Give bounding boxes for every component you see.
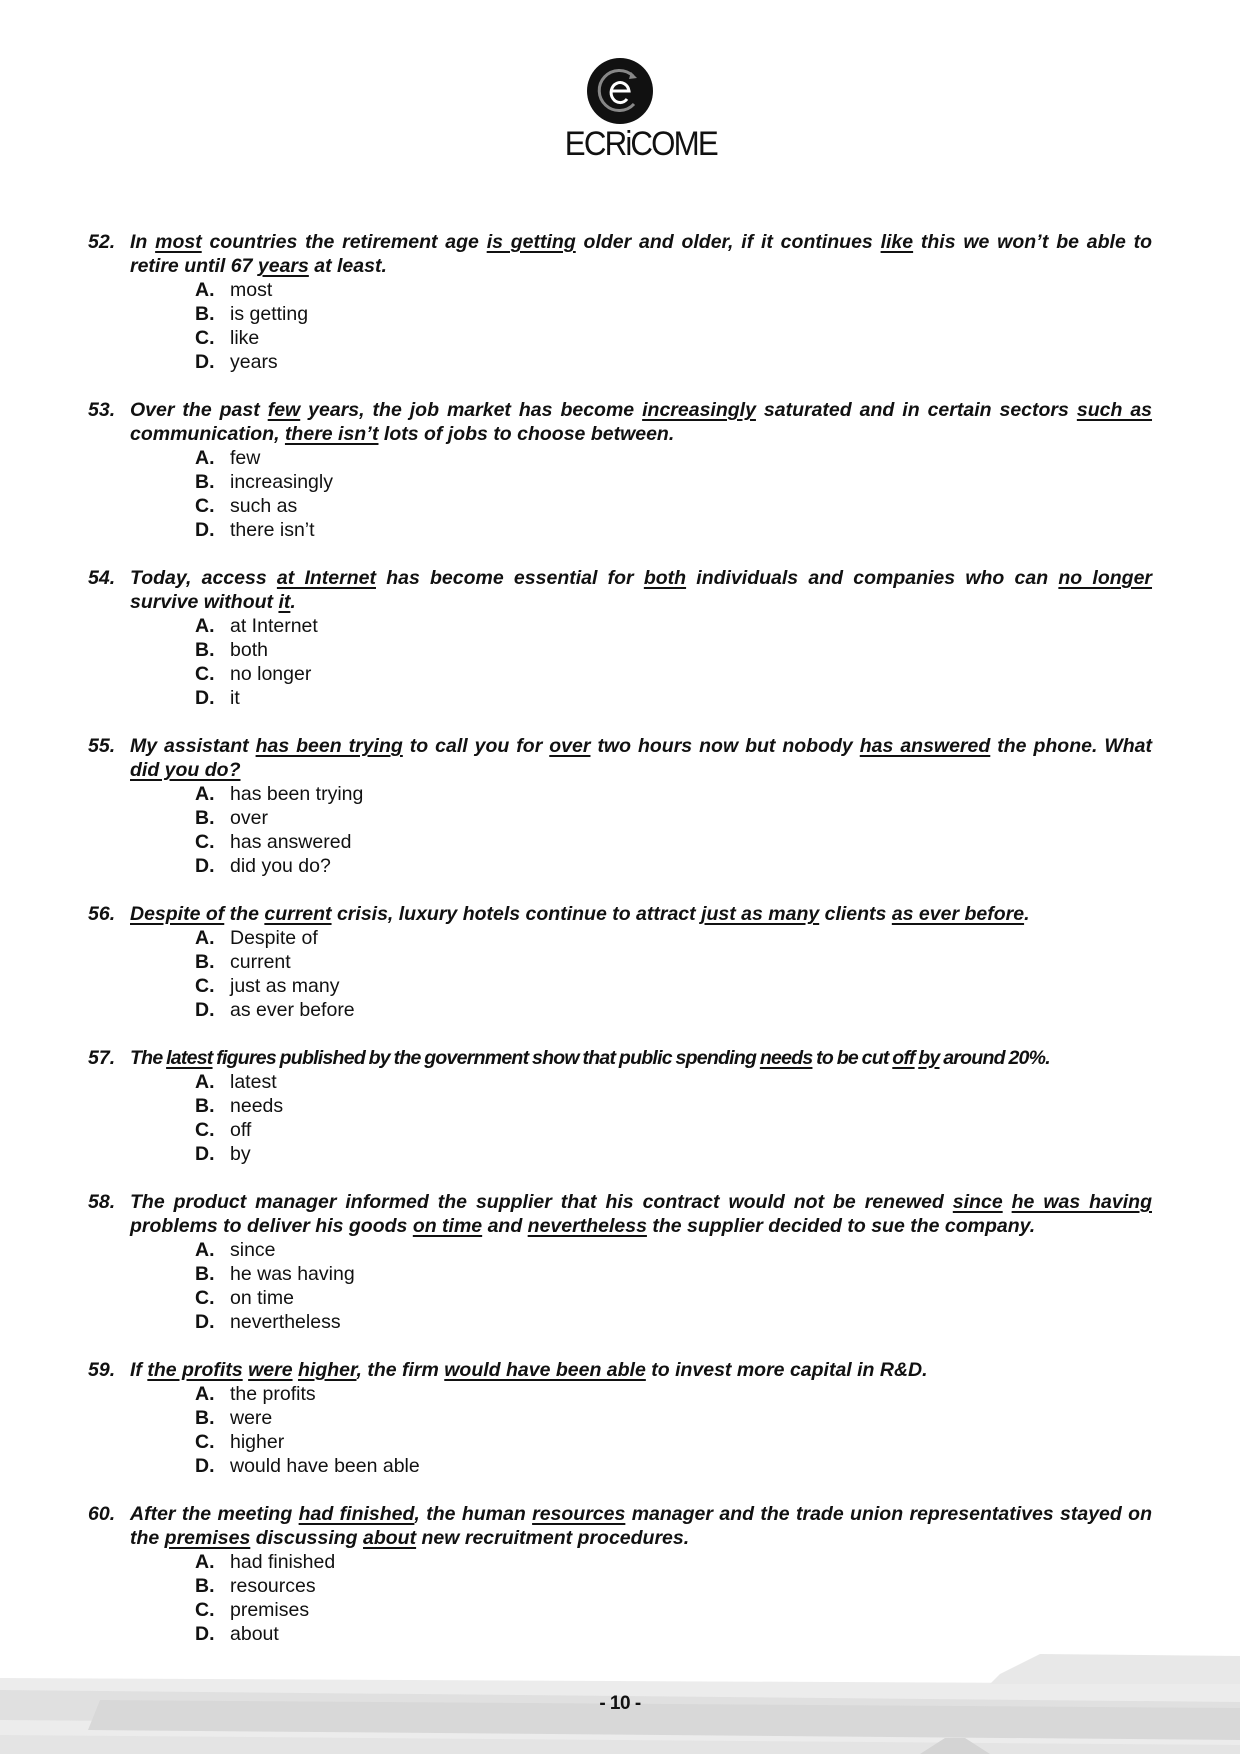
option-text: resources (230, 1575, 316, 1597)
option-letter-text: C (195, 1119, 210, 1141)
option-text: few (230, 447, 261, 469)
answer-option (195, 998, 1152, 1022)
question-text (130, 1046, 1152, 1070)
option-letter-text: C (195, 495, 210, 517)
option-letter: D. (195, 999, 215, 1021)
text-segment: communication, (130, 423, 285, 445)
answer-option (195, 1550, 1152, 1574)
option-text: has been trying (230, 783, 364, 805)
question-item (88, 566, 1152, 710)
text-segment: , the firm (356, 1359, 445, 1381)
underlined-segment: nevertheless (527, 1215, 647, 1237)
answer-option (195, 1622, 1152, 1646)
text-segment: . (290, 591, 296, 613)
underlined-segment: is getting (486, 231, 576, 253)
text-segment: If (130, 1359, 148, 1381)
option-letter: C. (195, 831, 215, 853)
option-letter: C. (195, 327, 215, 349)
text-segment: older and older, if it continues (575, 231, 881, 253)
option-text: did you do? (230, 855, 331, 877)
option-letter: A. (195, 1071, 215, 1093)
option-text: needs (230, 1095, 284, 1117)
ecricome-logo (560, 58, 717, 164)
text-segment: at least. (308, 255, 387, 277)
underlined-segment: current (264, 903, 332, 925)
option-letter: A. (195, 279, 215, 301)
option-letter-text: D (195, 1455, 210, 1477)
option-letter-text: C (195, 831, 210, 853)
option-letter-text: A (195, 1551, 210, 1573)
option-letter-text: B (195, 471, 210, 493)
question-text (130, 734, 1152, 782)
option-letter-text: C (195, 663, 210, 685)
option-text: would have been able (230, 1455, 420, 1477)
option-letter-text: A (195, 1383, 210, 1405)
underlined-segment: higher (297, 1359, 357, 1381)
answer-option (195, 1382, 1152, 1406)
text-segment: clients (819, 903, 892, 925)
answer-option (195, 1430, 1152, 1454)
option-letter: C. (195, 1431, 215, 1453)
option-letter-text: D (195, 855, 210, 877)
text-segment: individuals and companies who can (686, 567, 1059, 589)
text-segment: the supplier decided to sue the company. (646, 1215, 1036, 1237)
answer-option (195, 278, 1152, 302)
option-letter: B. (195, 1407, 215, 1429)
option-letter: A. (195, 1383, 215, 1405)
answer-option (195, 926, 1152, 950)
option-letter-text: B (195, 303, 210, 325)
option-letter-text: B (195, 1263, 210, 1285)
answer-option (195, 1070, 1152, 1094)
option-letter: C. (195, 495, 215, 517)
underlined-segment: Despite of (130, 903, 225, 925)
option-letter: C. (195, 1119, 215, 1141)
option-letter: D. (195, 687, 215, 709)
option-letter: C. (195, 975, 215, 997)
logo-wordmark: ECRiCOME (564, 125, 717, 163)
option-letter-text: A (195, 447, 210, 469)
option-letter: D. (195, 519, 215, 541)
underlined-segment: he was having (1011, 1191, 1152, 1213)
question-text (130, 1358, 1152, 1382)
answer-option (195, 806, 1152, 830)
text-segment: problems to deliver his goods (130, 1215, 413, 1237)
question-number: 56. (88, 903, 116, 925)
underlined-segment: such as (1076, 399, 1153, 421)
option-text: by (230, 1143, 251, 1165)
underlined-segment: increasingly (642, 399, 756, 421)
option-letter: A. (195, 783, 215, 805)
underlined-segment: would have been able (444, 1359, 646, 1381)
option-letter-text: B (195, 639, 210, 661)
text-segment: and (482, 1215, 528, 1237)
option-letter-text: B (195, 1575, 210, 1597)
underlined-segment: had finished (298, 1503, 415, 1525)
text-segment: two hours now but nobody (590, 735, 860, 757)
option-text: as ever before (230, 999, 355, 1021)
option-text: off (230, 1119, 252, 1141)
ecricome-emblem-icon (587, 58, 653, 124)
underlined-segment: resources (532, 1503, 626, 1525)
answer-option (195, 974, 1152, 998)
option-letter: B. (195, 1095, 215, 1117)
option-text: no longer (230, 663, 312, 685)
underlined-segment: over (549, 735, 591, 757)
option-text: most (230, 279, 273, 301)
option-letter-text: D (195, 519, 210, 541)
question-item (88, 1502, 1152, 1646)
option-text: on time (230, 1287, 294, 1309)
option-letter-text: A (195, 279, 210, 301)
option-text: current (230, 951, 291, 973)
text-segment: around 20%. (939, 1047, 1050, 1069)
option-letter-text: B (195, 1095, 210, 1117)
question-item (88, 734, 1152, 878)
option-text: years (230, 351, 278, 373)
text-segment: survive without (130, 591, 279, 613)
answer-option (195, 1142, 1152, 1166)
option-letter-text: A (195, 783, 210, 805)
option-text: nevertheless (230, 1311, 341, 1333)
underlined-segment: latest (166, 1047, 213, 1069)
answer-option (195, 302, 1152, 326)
answer-option (195, 854, 1152, 878)
option-letter-text: C (195, 1287, 210, 1309)
answer-option (195, 1574, 1152, 1598)
underlined-segment: both (643, 567, 687, 589)
text-segment: manager and the trade union representatives stayed on the (130, 1503, 1152, 1549)
question-number: 60. (88, 1503, 116, 1525)
question-number: 57. (88, 1047, 116, 1069)
option-letter-text: B (195, 1407, 210, 1429)
text-segment: this we won’t be able to retire until 67 (130, 231, 1152, 277)
option-letter-text: D (195, 1311, 210, 1333)
answer-option (195, 1286, 1152, 1310)
text-segment: discussing (250, 1527, 364, 1549)
text-segment: The (130, 1047, 167, 1069)
text-segment: to be cut (812, 1047, 893, 1069)
question-item (88, 398, 1152, 542)
option-text: it (230, 687, 240, 709)
underlined-segment: were (248, 1359, 293, 1381)
question-text (130, 230, 1152, 278)
answer-option (195, 638, 1152, 662)
text-segment (1003, 1191, 1012, 1213)
underlined-segment: about (363, 1527, 417, 1549)
answer-option (195, 614, 1152, 638)
underlined-segment: since (952, 1191, 1003, 1213)
option-letter-text: C (195, 975, 210, 997)
answer-option (195, 1262, 1152, 1286)
option-letter-text: B (195, 807, 210, 829)
option-letter: D. (195, 351, 215, 373)
option-text: is getting (230, 303, 309, 325)
option-text: there isn’t (230, 519, 315, 541)
option-letter-text: D (195, 999, 210, 1021)
option-text: higher (230, 1431, 285, 1453)
text-segment: new recruitment procedures. (416, 1527, 690, 1549)
option-letter: B. (195, 639, 215, 661)
answer-option (195, 494, 1152, 518)
answer-option (195, 518, 1152, 542)
answer-option (195, 950, 1152, 974)
option-letter: A. (195, 1239, 215, 1261)
underlined-segment: by (918, 1047, 940, 1069)
text-segment: Today, access (130, 567, 277, 589)
answer-option (195, 830, 1152, 854)
option-letter: B. (195, 303, 215, 325)
question-item (88, 1190, 1152, 1334)
option-letter: D. (195, 1311, 215, 1333)
answer-option (195, 1094, 1152, 1118)
option-letter: B. (195, 471, 215, 493)
option-letter: A. (195, 615, 215, 637)
option-letter: D. (195, 855, 215, 877)
text-segment: years, the job market has become (300, 399, 643, 421)
text-segment: has become essential for (375, 567, 644, 589)
option-text: has answered (230, 831, 352, 853)
option-text: premises (230, 1599, 310, 1621)
underlined-segment: no longer (1058, 567, 1153, 589)
underlined-segment: the profits (147, 1359, 243, 1381)
text-segment: countries the retirement age (201, 231, 487, 253)
option-text: at Internet (230, 615, 318, 637)
text-segment: , the human (414, 1503, 533, 1525)
underlined-segment: did you do? (130, 759, 241, 781)
option-letter: B. (195, 1263, 215, 1285)
underlined-segment: has been trying (255, 735, 403, 757)
text-segment: . (1024, 903, 1030, 925)
question-text (130, 1502, 1152, 1550)
option-text: the profits (230, 1383, 316, 1405)
option-text: since (230, 1239, 276, 1261)
option-text: increasingly (230, 471, 333, 493)
option-text: both (230, 639, 268, 661)
underlined-segment: off (892, 1047, 915, 1069)
option-letter-text: A (195, 927, 210, 949)
underlined-segment: has answered (859, 735, 991, 757)
option-letter: B. (195, 1575, 215, 1597)
underlined-segment: years (257, 255, 309, 277)
option-letter-text: D (195, 1623, 210, 1645)
option-letter: B. (195, 807, 215, 829)
answer-option (195, 1454, 1152, 1478)
underlined-segment: premises (164, 1527, 251, 1549)
option-letter-text: A (195, 1071, 210, 1093)
question-text (130, 398, 1152, 446)
answer-option (195, 350, 1152, 374)
question-number: 55. (88, 735, 116, 757)
option-letter-text: B (195, 951, 210, 973)
option-letter: D. (195, 1143, 215, 1165)
option-letter: A. (195, 927, 215, 949)
underlined-segment: needs (759, 1047, 813, 1069)
option-letter-text: C (195, 1431, 210, 1453)
text-segment: In (130, 231, 156, 253)
question-item (88, 1046, 1152, 1166)
underlined-segment: most (155, 231, 202, 253)
underlined-segment: as ever before (891, 903, 1025, 925)
question-number: 58. (88, 1191, 116, 1213)
answer-option (195, 446, 1152, 470)
option-letter-text: D (195, 687, 210, 709)
text-segment: Over the past (130, 399, 268, 421)
option-letter-text: C (195, 1599, 210, 1621)
option-letter: D. (195, 1455, 215, 1477)
option-text: just as many (230, 975, 340, 997)
question-item (88, 902, 1152, 1022)
answer-option (195, 326, 1152, 350)
option-letter: A. (195, 1551, 215, 1573)
text-segment: the (224, 903, 265, 925)
option-text: Despite of (230, 927, 318, 949)
underlined-segment: at Internet (276, 567, 376, 589)
option-text: like (230, 327, 260, 349)
option-text: were (230, 1407, 273, 1429)
underlined-segment: there isn’t (284, 423, 379, 445)
underlined-segment: like (880, 231, 914, 253)
option-text: about (230, 1623, 279, 1645)
answer-option (195, 1118, 1152, 1142)
underlined-segment: on time (412, 1215, 483, 1237)
option-text: latest (230, 1071, 277, 1093)
option-text: he was having (230, 1263, 355, 1285)
text-segment: After the meeting (130, 1503, 299, 1525)
text-segment: The product manager informed the supplier that his contract would not be renewed (130, 1191, 953, 1213)
text-segment: My assistant (130, 735, 256, 757)
page-number: - 10 - (599, 1693, 641, 1714)
answer-option (195, 1238, 1152, 1262)
question-number: 54. (88, 567, 116, 589)
text-segment: lots of jobs to choose between. (378, 423, 675, 445)
option-letter: C. (195, 663, 215, 685)
option-letter: A. (195, 447, 215, 469)
option-letter-text: D (195, 351, 210, 373)
text-segment: figures published by the government show that public spending (212, 1047, 760, 1069)
option-letter-text: D (195, 1143, 210, 1165)
question-text (130, 1190, 1152, 1238)
question-item (88, 1358, 1152, 1478)
option-letter-text: A (195, 1239, 210, 1261)
option-text: over (230, 807, 268, 829)
answer-option (195, 470, 1152, 494)
underlined-segment: just as many (701, 903, 820, 925)
question-text (130, 566, 1152, 614)
option-letter: C. (195, 1599, 215, 1621)
option-letter-text: C (195, 327, 210, 349)
text-segment: to invest more capital in R&D. (645, 1359, 928, 1381)
question-number: 59. (88, 1359, 116, 1381)
text-segment: the phone. What (990, 735, 1153, 757)
answer-option (195, 662, 1152, 686)
question-number: 52. (88, 231, 116, 253)
option-letter: C. (195, 1287, 215, 1309)
answer-option (195, 686, 1152, 710)
option-text: had finished (230, 1551, 336, 1573)
text-segment: to call you for (402, 735, 550, 757)
question-text (130, 902, 1152, 926)
text-segment: crisis, luxury hotels continue to attract (331, 903, 702, 925)
answer-option (195, 1310, 1152, 1334)
question-number: 53. (88, 399, 116, 421)
answer-option (195, 1406, 1152, 1430)
option-letter: D. (195, 1623, 215, 1645)
option-text: such as (230, 495, 298, 517)
underlined-segment: it (278, 591, 291, 613)
question-list (88, 230, 1152, 1670)
answer-option (195, 782, 1152, 806)
answer-option (195, 1598, 1152, 1622)
question-item (88, 230, 1152, 374)
underlined-segment: few (267, 399, 301, 421)
text-segment: saturated and in certain sectors (755, 399, 1077, 421)
option-letter-text: A (195, 615, 210, 637)
option-letter: B. (195, 951, 215, 973)
